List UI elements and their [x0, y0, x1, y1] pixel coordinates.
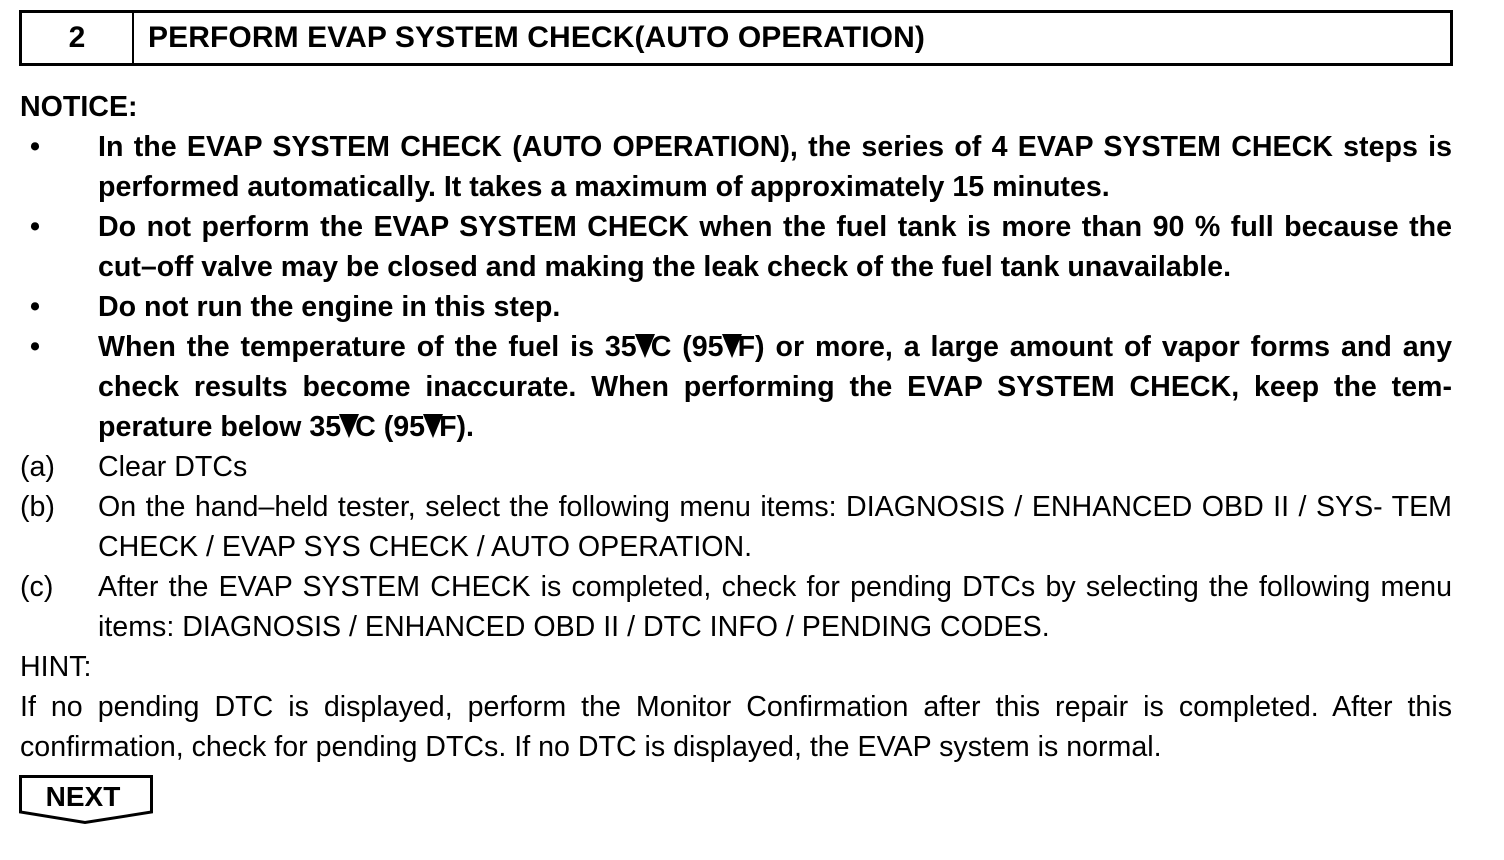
- notice-bullet: [20, 207, 1452, 287]
- notice-bullet-text: Do not run the engine in this step.: [98, 291, 561, 323]
- notice-bullet: [20, 127, 1452, 207]
- temp-text-part2: C (95: [650, 331, 724, 363]
- step-title: PERFORM EVAP SYSTEM CHECK(AUTO OPERATION): [148, 21, 925, 54]
- bullet-marker: •: [30, 331, 41, 363]
- step-marker: (a): [20, 451, 55, 483]
- step-text: On the hand–held tester, select the following menu items: DIAGNOSIS / ENHANCED OBD II / SYS- TEM CHECK / EVAP SYS CHECK / AUTO OPERATION.: [98, 491, 1452, 563]
- temp-text-part3: F) or more, a large amount of vapor forms and any check results become inaccurate. When performing the EVAP SYSTEM CHECK, keep the tem- perature below 35: [98, 331, 1452, 443]
- temp-text-part5: F).: [439, 411, 474, 443]
- temp-text-part4: C (95: [355, 411, 426, 443]
- temp-text-part1: When the temperature of the fuel is 35: [98, 331, 637, 363]
- procedure-step: [20, 447, 1452, 487]
- notice-bullet-text-temperature: [98, 327, 1452, 447]
- step-marker: (b): [20, 491, 55, 523]
- bullet-marker: •: [30, 291, 41, 323]
- bullet-marker: •: [30, 211, 41, 243]
- step-header: [19, 10, 1453, 66]
- notice-bullet: [20, 327, 1452, 447]
- notice-bullet-text: In the EVAP SYSTEM CHECK (AUTO OPERATION), the series of 4 EVAP SYSTEM CHECK steps is performed automatically. It takes a maximum of approximately 15 minutes.: [98, 131, 1452, 203]
- next-button[interactable]: [19, 775, 153, 825]
- procedure-step: [20, 567, 1452, 647]
- bullet-marker: •: [30, 131, 41, 163]
- procedure-step: [20, 487, 1452, 567]
- hint-label: HINT:: [20, 651, 92, 683]
- step-text: Clear DTCs: [98, 451, 248, 483]
- notice-label: NOTICE:: [20, 91, 138, 123]
- notice-bullet-text: Do not perform the EVAP SYSTEM CHECK when the fuel tank is more than 90 % full because the cut–off valve may be closed and making the leak check of the fuel tank unavailable.: [98, 211, 1452, 283]
- step-marker: (c): [20, 571, 54, 603]
- step-number: 2: [22, 13, 134, 63]
- next-button-label: NEXT: [45, 781, 121, 812]
- notice-bullet: [20, 287, 1452, 327]
- procedure-content: [20, 87, 1452, 767]
- step-text: After the EVAP SYSTEM CHECK is completed, check for pending DTCs by selecting the following menu items: DIAGNOSIS / ENHANCED OBD II / DTC INFO / PENDING CODES.: [98, 571, 1452, 643]
- hint-text: If no pending DTC is displayed, perform the Monitor Confirmation after this repair is completed. After this confirmation, check for pending DTCs. If no DTC is displayed, the EVAP system is normal.: [20, 691, 1452, 763]
